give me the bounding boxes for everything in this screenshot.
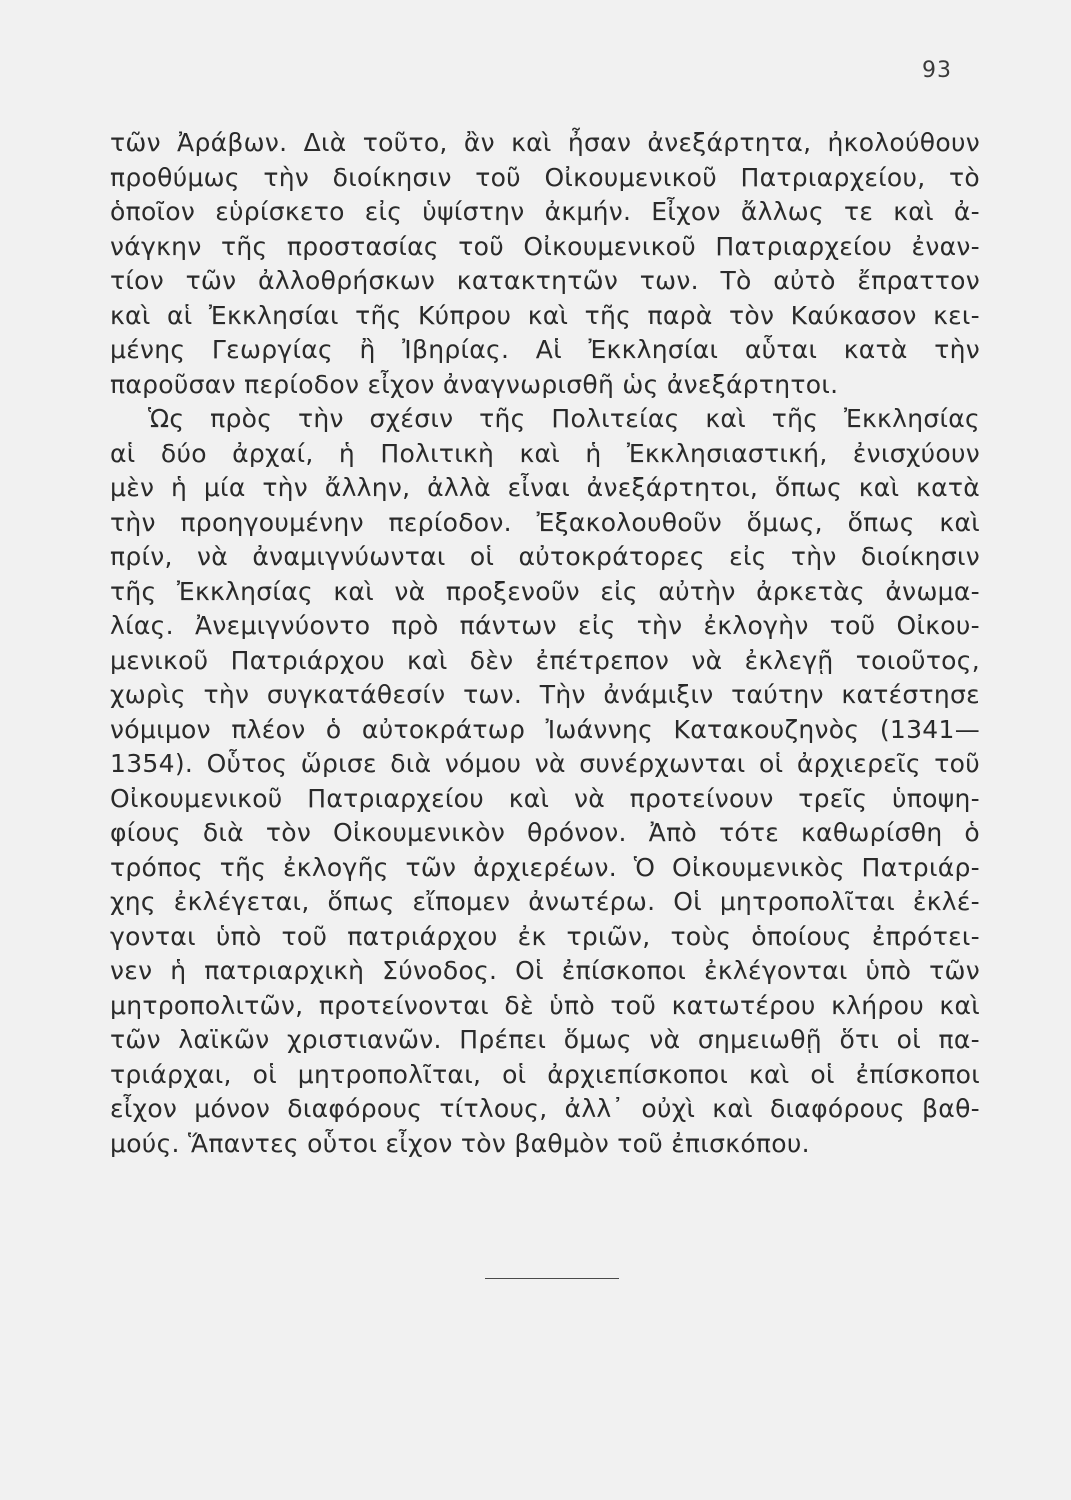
text-line: ὁποῖον εὑρίσκετο εἰς ὑψίστην ἀκμήν. Εἶχον ἄλλως τε καὶ ἀ- [110,197,980,226]
text-line: τρόπος τῆς ἐκλογῆς τῶν ἀρχιερέων. Ὁ Οἰκουμενικὸς Πατριάρ- [110,852,980,882]
text-line: χης ἐκλέγεται, ὅπως εἴπομεν ἀνωτέρω. Οἱ μητροπολῖται ἐκλέ- [110,887,980,916]
text-line: μητροπολιτῶν, προτείνονται δὲ ὑπὸ τοῦ κατωτέρου κλήρου καὶ [110,990,980,1020]
text-line: λίας. Ἀνεμιγνύοντο πρὸ πάντων εἰς τὴν ἐκλογὴν τοῦ Οἰκου- [110,611,980,640]
paragraph-end-line: παροῦσαν περίοδον εἶχον ἀναγνωρισθῆ ὡς ἀνεξάρτητοι. [110,369,839,399]
text-line: μενικοῦ Πατριάρχου καὶ δὲν ἐπέτρεπον νὰ ἐκλεγῇ τοιοῦτος, [110,645,980,675]
text-line: αἱ δύο ἀρχαί, ἡ Πολιτικὴ καὶ ἡ Ἐκκλησιαστική, ἐνισχύουν [110,438,980,468]
text-line: πρίν, νὰ ἀναμιγνύωνται οἱ αὐτοκράτορες εἰς τὴν διοίκησιν [110,542,980,571]
text-line: τριάρχαι, οἱ μητροπολῖται, οἱ ἀρχιεπίσκοποι καὶ οἱ ἐπίσκοποι [110,1059,980,1089]
text-line: τῶν λαϊκῶν χριστιανῶν. Πρέπει ὅμως νὰ σημειωθῇ ὅτι οἱ πα- [110,1025,980,1054]
paragraph-start-line: Ὡς πρὸς τὴν σχέσιν τῆς Πολιτείας καὶ τῆς Ἐκκλησίας [148,404,980,433]
body-text [110,126,980,1161]
text-line: τῶν Ἀράβων. Διὰ τοῦτο, ἂν καὶ ἦσαν ἀνεξάρτητα, ἠκολούθουν [110,128,980,157]
text-line: καὶ αἱ Ἐκκλησίαι τῆς Κύπρου καὶ τῆς παρὰ τὸν Καύκασον κει- [110,300,980,330]
text-line: τῆς Ἐκκλησίας καὶ νὰ προξενοῦν εἰς αὐτὴν ἀρκετὰς ἀνωμα- [110,576,980,606]
text-line: νάγκην τῆς προστασίας τοῦ Οἰκουμενικοῦ Πατριαρχείου ἐναν- [110,231,980,261]
page-number: 93 [922,58,952,83]
text-line: εἶχον μόνον διαφόρους τίτλους, ἀλλ᾿ οὐχὶ καὶ διαφόρους βαθ- [110,1094,980,1123]
text-line: τίον τῶν ἀλλοθρήσκων κατακτητῶν των. Τὸ αὐτὸ ἔπραττον [110,266,980,295]
text-line: προθύμως τὴν διοίκησιν τοῦ Οἰκουμενικοῦ Πατριαρχείου, τὸ [110,162,980,192]
text-line: τὴν προηγουμένην περίοδον. Ἐξακολουθοῦν ὅμως, ὅπως καὶ [110,507,980,537]
text-line: νεν ἡ πατριαρχικὴ Σύνοδος. Οἱ ἐπίσκοποι ἐκλέγονται ὑπὸ τῶν [110,956,980,985]
text-line: Οἰκουμενικοῦ Πατριαρχείου καὶ νὰ προτείνουν τρεῖς ὑποψη- [110,783,980,813]
text-line: νόμιμον πλέον ὁ αὐτοκράτωρ Ἰωάννης Κατακουζηνὸς (1341— [110,714,980,744]
paragraph-end-line: μούς. Ἅπαντες οὗτοι εἶχον τὸν βαθμὸν τοῦ ἐπισκόπου. [110,1128,810,1158]
text-line: φίους διὰ τὸν Οἰκουμενικὸν θρόνον. Ἀπὸ τότε καθωρίσθη ὁ [110,818,980,847]
section-separator [485,1278,619,1279]
text-line: χωρὶς τὴν συγκατάθεσίν των. Τὴν ἀνάμιξιν ταύτην κατέστησε [110,680,980,709]
text-line: 1354). Οὗτος ὥρισε διὰ νόμου νὰ συνέρχωνται οἱ ἀρχιερεῖς τοῦ [110,749,980,778]
text-line: γονται ὑπὸ τοῦ πατριάρχου ἐκ τριῶν, τοὺς ὁποίους ἐπρότει- [110,921,980,951]
text-line: μένης Γεωργίας ἢ Ἰβηρίας. Αἱ Ἐκκλησίαι αὗται κατὰ τὴν [110,335,980,364]
text-line: μὲν ἡ μία τὴν ἄλλην, ἀλλὰ εἶναι ἀνεξάρτητοι, ὅπως καὶ κατὰ [110,473,980,502]
